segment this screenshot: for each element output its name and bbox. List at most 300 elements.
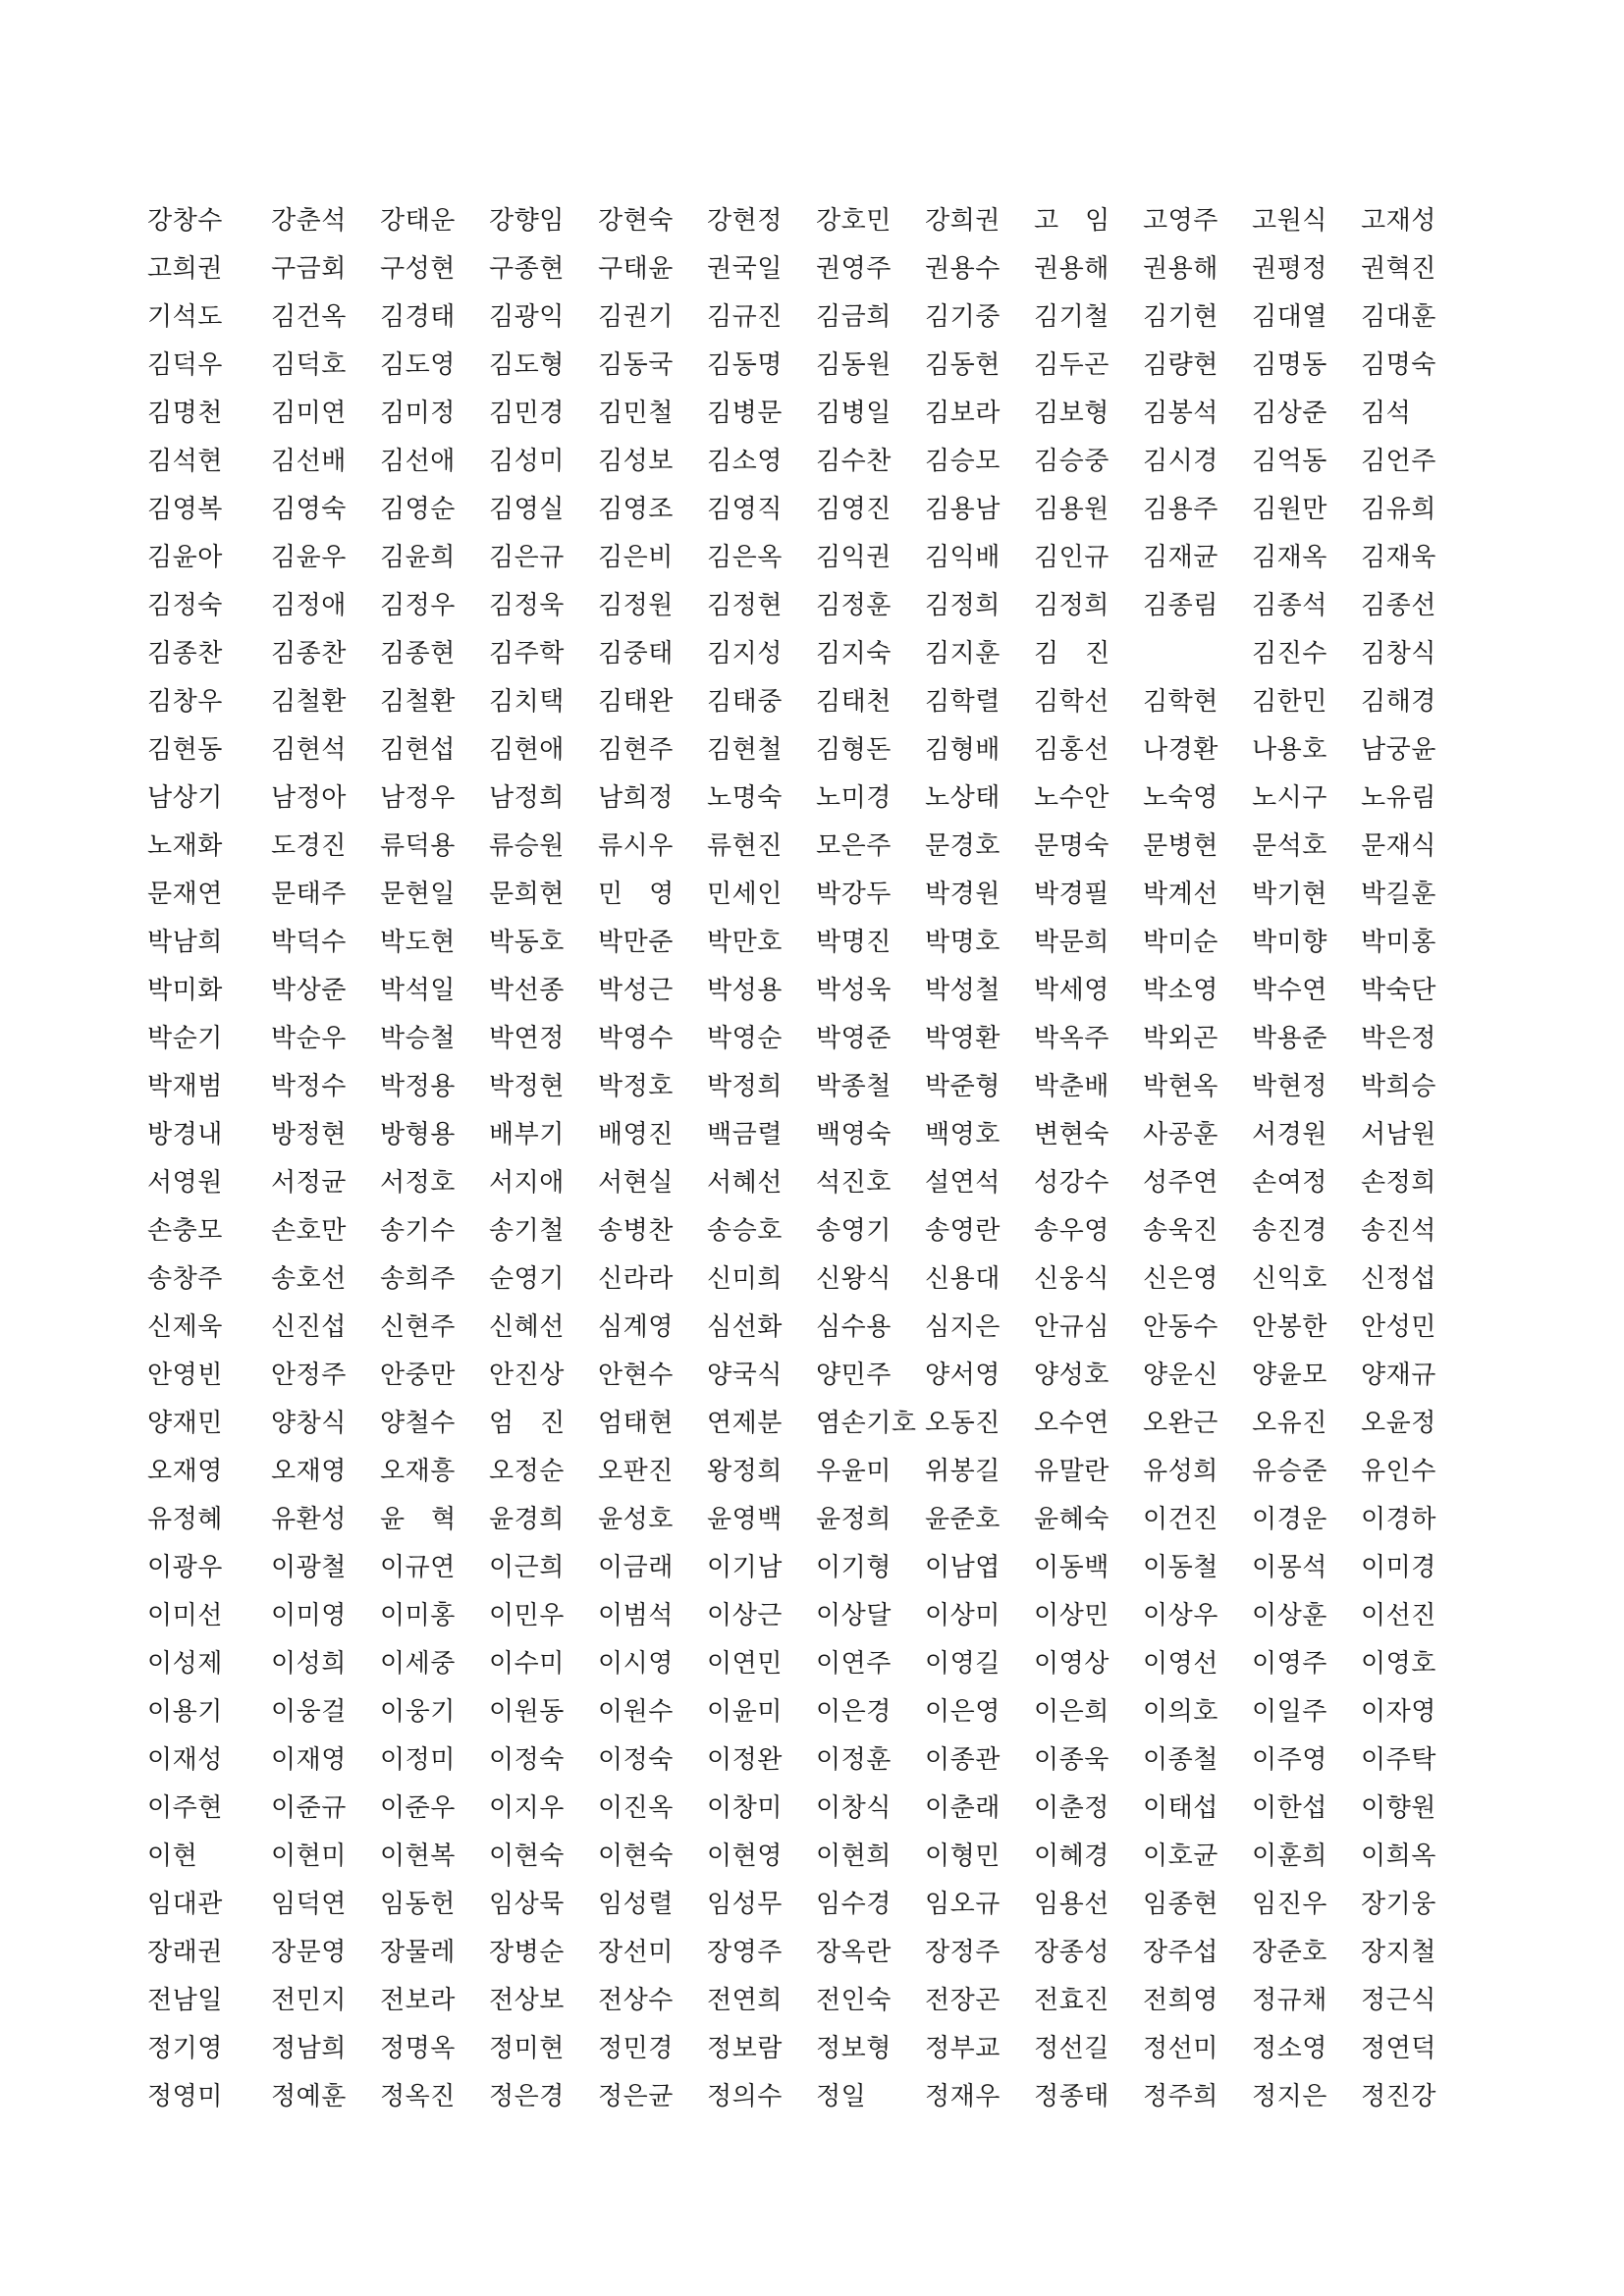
name-entry: 김치택 <box>489 687 565 717</box>
name-entry: 이광우 <box>147 1553 223 1582</box>
name-entry: 김영복 <box>147 495 223 524</box>
name-entry: 이미영 <box>271 1601 347 1630</box>
name-entry: 송영란 <box>925 1216 1001 1246</box>
name-entry: 서영원 <box>147 1168 223 1198</box>
name-entry: 김동국 <box>598 350 674 380</box>
name-entry: 정기영 <box>147 2034 223 2063</box>
name-entry: 권평정 <box>1252 254 1327 284</box>
name-entry: 오동진 <box>925 1409 1001 1438</box>
name-entry: 박세영 <box>1034 976 1110 1005</box>
name-entry: 장선미 <box>598 1938 674 1967</box>
name-entry: 김상준 <box>1252 399 1327 428</box>
name-entry: 김태천 <box>816 687 892 717</box>
name-entry: 나용호 <box>1252 735 1327 765</box>
name-entry: 정지은 <box>1252 2082 1327 2111</box>
name-entry: 구종현 <box>489 254 565 284</box>
name-entry: 안동수 <box>1143 1312 1218 1342</box>
name-entry: 정재우 <box>925 2082 1001 2111</box>
name-entry: 김유희 <box>1361 495 1436 524</box>
name-entry: 김익권 <box>816 543 892 572</box>
name-entry: 장래권 <box>147 1938 223 1967</box>
name-entry: 김덕우 <box>147 350 223 380</box>
name-entry: 김영순 <box>380 495 456 524</box>
name-entry: 전연희 <box>707 1986 783 2015</box>
name-entry: 노재화 <box>147 831 223 861</box>
name-entry: 안정주 <box>271 1361 347 1390</box>
name-entry: 이미홍 <box>380 1601 456 1630</box>
name-entry: 유환성 <box>271 1505 347 1534</box>
name-entry: 이창미 <box>707 1793 783 1823</box>
name-entry: 장주섭 <box>1143 1938 1218 1967</box>
name-entry: 우윤미 <box>816 1457 892 1486</box>
name-entry: 김시경 <box>1143 447 1218 476</box>
name-entry: 김은규 <box>489 543 565 572</box>
name-entry: 연제분 <box>707 1409 783 1438</box>
name-entry: 이현숙 <box>489 1842 565 1871</box>
name-entry: 임상묵 <box>489 1890 565 1919</box>
name-entry: 김도영 <box>380 350 456 380</box>
name-entry: 이원수 <box>598 1697 674 1727</box>
name-entry: 박정용 <box>380 1072 456 1101</box>
name-entry: 김대훈 <box>1361 302 1436 332</box>
name-entry: 심지은 <box>925 1312 1001 1342</box>
name-entry: 김동원 <box>816 350 892 380</box>
name-entry: 김영직 <box>707 495 783 524</box>
name-entry: 김익배 <box>925 543 1001 572</box>
name-entry: 이자영 <box>1361 1697 1436 1727</box>
name-entry: 임수경 <box>816 1890 892 1919</box>
name-entry: 노상태 <box>925 783 1001 813</box>
name-entry: 정옥진 <box>380 2082 456 2111</box>
name-entry: 이주현 <box>147 1793 223 1823</box>
name-entry: 심선화 <box>707 1312 783 1342</box>
name-entry: 고원식 <box>1252 206 1327 236</box>
name-entry: 김윤우 <box>271 543 347 572</box>
name-entry: 박경필 <box>1034 880 1110 909</box>
name-entry: 김해경 <box>1361 687 1436 717</box>
name-entry: 박길훈 <box>1361 880 1436 909</box>
name-entry: 이주영 <box>1252 1745 1327 1775</box>
name-entry: 김윤희 <box>380 543 456 572</box>
name-entry: 오윤정 <box>1361 1409 1436 1438</box>
name-entry: 왕정희 <box>707 1457 783 1486</box>
name-entry: 윤 혁 <box>380 1505 457 1534</box>
name-entry: 양철수 <box>380 1409 456 1438</box>
name-entry: 박연정 <box>489 1024 565 1053</box>
name-entry: 이현미 <box>271 1842 347 1871</box>
name-entry: 강호민 <box>816 206 892 236</box>
name-entry: 이일주 <box>1252 1697 1327 1727</box>
name-entry: 김건옥 <box>271 302 347 332</box>
name-entry: 윤정희 <box>816 1505 892 1534</box>
name-entry: 이정숙 <box>489 1745 565 1775</box>
name-entry: 윤성호 <box>598 1505 674 1534</box>
name-entry: 이상훈 <box>1252 1601 1327 1630</box>
name-entry: 송영기 <box>816 1216 892 1246</box>
name-entry: 박순우 <box>271 1024 347 1053</box>
name-entry: 박춘배 <box>1034 1072 1110 1101</box>
name-entry: 김봉석 <box>1143 399 1218 428</box>
name-entry: 김태완 <box>598 687 674 717</box>
name-entry: 김규진 <box>707 302 783 332</box>
name-entry: 이선진 <box>1361 1601 1436 1630</box>
name-entry: 김언주 <box>1361 447 1436 476</box>
name-entry: 박동호 <box>489 928 565 957</box>
name-entry: 박상준 <box>271 976 347 1005</box>
name-entry: 위봉길 <box>925 1457 1001 1486</box>
name-entry: 박수연 <box>1252 976 1327 1005</box>
name-entry: 정선미 <box>1143 2034 1218 2063</box>
name-entry: 이주탁 <box>1361 1745 1436 1775</box>
name-entry: 김경태 <box>380 302 456 332</box>
name-entry: 김정희 <box>1034 591 1110 620</box>
name-entry: 김영조 <box>598 495 674 524</box>
name-entry: 박영수 <box>598 1024 674 1053</box>
name-entry: 이현 <box>147 1842 198 1871</box>
name-entry: 박남희 <box>147 928 223 957</box>
name-entry: 김현철 <box>707 735 783 765</box>
name-entry: 윤경희 <box>489 1505 565 1534</box>
name-entry: 양재규 <box>1361 1361 1436 1390</box>
name-entry: 신왕식 <box>816 1264 892 1294</box>
name-entry: 박문희 <box>1034 928 1110 957</box>
name-entry: 박성용 <box>707 976 783 1005</box>
name-entry: 구금회 <box>271 254 347 284</box>
name-entry: 송승호 <box>707 1216 783 1246</box>
name-entry: 김용남 <box>925 495 1001 524</box>
name-entry: 정은균 <box>598 2082 674 2111</box>
name-entry: 노명숙 <box>707 783 783 813</box>
name-entry: 이상우 <box>1143 1601 1218 1630</box>
name-entry: 민 영 <box>598 880 675 909</box>
name-entry: 이의호 <box>1143 1697 1218 1727</box>
name-entry: 김지훈 <box>925 639 1001 668</box>
name-entry: 김종석 <box>1252 591 1327 620</box>
name-entry: 강춘석 <box>271 206 347 236</box>
name-entry: 이경하 <box>1361 1505 1436 1534</box>
name-entry: 박종철 <box>816 1072 892 1101</box>
name-entry: 안현수 <box>598 1361 674 1390</box>
name-entry: 변현숙 <box>1034 1120 1110 1149</box>
name-entry: 오재영 <box>271 1457 347 1486</box>
name-entry: 성주연 <box>1143 1168 1218 1198</box>
name-entry: 정소영 <box>1252 2034 1327 2063</box>
name-entry: 박영준 <box>816 1024 892 1053</box>
name-entry: 송호선 <box>271 1264 347 1294</box>
name-entry: 유정혜 <box>147 1505 223 1534</box>
name-entry: 이상달 <box>816 1601 892 1630</box>
name-entry: 엄태현 <box>598 1409 674 1438</box>
name-entry: 박강두 <box>816 880 892 909</box>
name-entry: 서현실 <box>598 1168 674 1198</box>
name-entry: 김승중 <box>1034 447 1110 476</box>
name-entry: 박미순 <box>1143 928 1218 957</box>
name-entry: 박경원 <box>925 880 1001 909</box>
name-entry: 박기현 <box>1252 880 1327 909</box>
name-entry: 방경내 <box>147 1120 223 1149</box>
name-entry: 김덕호 <box>271 350 347 380</box>
name-entry: 안중만 <box>380 1361 456 1390</box>
name-entry: 김민경 <box>489 399 565 428</box>
name-entry: 손호만 <box>271 1216 347 1246</box>
name-entry: 임용선 <box>1034 1890 1110 1919</box>
name-entry: 서경원 <box>1252 1120 1327 1149</box>
name-entry: 설연석 <box>925 1168 1001 1198</box>
name-entry: 송진석 <box>1361 1216 1436 1246</box>
name-entry: 이은희 <box>1034 1697 1110 1727</box>
name-entry: 강창수 <box>147 206 223 236</box>
name-entry: 정은경 <box>489 2082 565 2111</box>
name-entry: 이현희 <box>816 1842 892 1871</box>
name-entry: 김정애 <box>271 591 347 620</box>
name-entry: 노숙영 <box>1143 783 1218 813</box>
name-entry: 김수찬 <box>816 447 892 476</box>
name-entry: 김종현 <box>380 639 456 668</box>
name-entry <box>1143 636 1252 684</box>
name-entry: 이종욱 <box>1034 1745 1110 1775</box>
name-entry: 박성철 <box>925 976 1001 1005</box>
name-entry: 류현진 <box>707 831 783 861</box>
name-entry: 신용대 <box>925 1264 1001 1294</box>
name-entry: 정연덕 <box>1361 2034 1436 2063</box>
name-entry: 이기형 <box>816 1553 892 1582</box>
name-entry: 김정욱 <box>489 591 565 620</box>
name-entry: 이윤미 <box>707 1697 783 1727</box>
name-entry: 신정섭 <box>1361 1264 1436 1294</box>
name-entry: 이영주 <box>1252 1649 1327 1679</box>
name-entry: 오정순 <box>489 1457 565 1486</box>
name-entry: 장지철 <box>1361 1938 1436 1967</box>
name-entry: 이현복 <box>380 1842 456 1871</box>
name-entry: 김명천 <box>147 399 223 428</box>
name-entry: 노미경 <box>816 783 892 813</box>
name-entry: 서정호 <box>380 1168 456 1198</box>
name-entry: 이상민 <box>1034 1601 1110 1630</box>
name-entry: 이재영 <box>271 1745 347 1775</box>
name-entry: 이규연 <box>380 1553 456 1582</box>
name-entry: 박숙단 <box>1361 976 1436 1005</box>
name-entry: 남정희 <box>489 783 565 813</box>
name-entry: 박희승 <box>1361 1072 1436 1101</box>
name-entry: 이현숙 <box>598 1842 674 1871</box>
name-entry: 김진수 <box>1252 639 1327 668</box>
name-entry: 양운신 <box>1143 1361 1218 1390</box>
name-entry: 류덕용 <box>380 831 456 861</box>
name-entry: 김종찬 <box>271 639 347 668</box>
name-entry: 구성현 <box>380 254 456 284</box>
name-entry: 박영환 <box>925 1024 1001 1053</box>
name-entry: 임성무 <box>707 1890 783 1919</box>
name-entry: 정근식 <box>1361 1986 1436 2015</box>
name-entry: 이동백 <box>1034 1553 1110 1582</box>
name-entry: 이훈희 <box>1252 1842 1327 1871</box>
name-entry: 이근희 <box>489 1553 565 1582</box>
name-entry: 문희현 <box>489 880 565 909</box>
name-entry: 이영상 <box>1034 1649 1110 1679</box>
name-entry: 손여정 <box>1252 1168 1327 1198</box>
name-entry: 양성호 <box>1034 1361 1110 1390</box>
name-entry: 민세인 <box>707 880 783 909</box>
name-entry: 고재성 <box>1361 206 1436 236</box>
name-entry: 심계영 <box>598 1312 674 1342</box>
name-entry: 송기수 <box>380 1216 456 1246</box>
name-entry: 석진호 <box>816 1168 892 1198</box>
name-entry: 김미정 <box>380 399 456 428</box>
name-entry: 이기남 <box>707 1553 783 1582</box>
name-entry: 김동명 <box>707 350 783 380</box>
name-entry: 김학렬 <box>925 687 1001 717</box>
name-entry: 오유진 <box>1252 1409 1327 1438</box>
name-entry: 박용준 <box>1252 1024 1327 1053</box>
name-entry: 이태섭 <box>1143 1793 1218 1823</box>
name-entry: 신웅식 <box>1034 1264 1110 1294</box>
name-entry: 김기철 <box>1034 302 1110 332</box>
name-entry: 김두곤 <box>1034 350 1110 380</box>
name-entry: 김기중 <box>925 302 1001 332</box>
name-entry: 김현애 <box>489 735 565 765</box>
name-entry: 강희권 <box>925 206 1001 236</box>
name-entry: 박계선 <box>1143 880 1218 909</box>
name-entry: 김정현 <box>707 591 783 620</box>
name-entry: 임종현 <box>1143 1890 1218 1919</box>
name-entry: 박석일 <box>380 976 456 1005</box>
name-entry: 김 진 <box>1034 639 1110 668</box>
name-entry: 신제욱 <box>147 1312 223 1342</box>
name-entry: 심수용 <box>816 1312 892 1342</box>
name-entry: 이진옥 <box>598 1793 674 1823</box>
name-entry: 강현숙 <box>598 206 674 236</box>
name-entry: 김금희 <box>816 302 892 332</box>
name-entry: 김정원 <box>598 591 674 620</box>
name-entry: 김현주 <box>598 735 674 765</box>
name-entry: 김병문 <box>707 399 783 428</box>
name-entry: 정예훈 <box>271 2082 347 2111</box>
name-entry: 염손기호 <box>816 1409 917 1438</box>
name-entry: 문현일 <box>380 880 456 909</box>
name-entry: 임오규 <box>925 1890 1001 1919</box>
name-entry: 신익호 <box>1252 1264 1327 1294</box>
name-entry: 이민우 <box>489 1601 565 1630</box>
name-entry: 이금래 <box>598 1553 674 1582</box>
name-entry: 김학선 <box>1034 687 1110 717</box>
name-entry: 박정호 <box>598 1072 674 1101</box>
name-entry: 이영호 <box>1361 1649 1436 1679</box>
name-entry: 김명동 <box>1252 350 1327 380</box>
name-entry: 김병일 <box>816 399 892 428</box>
name-entry: 신진섭 <box>271 1312 347 1342</box>
name-entry: 김대열 <box>1252 302 1327 332</box>
name-entry: 이정완 <box>707 1745 783 1775</box>
name-entry: 송기철 <box>489 1216 565 1246</box>
name-entry: 유승준 <box>1252 1457 1327 1486</box>
name-entry: 정민경 <box>598 2034 674 2063</box>
name-entry: 김태중 <box>707 687 783 717</box>
name-entry: 김주학 <box>489 639 565 668</box>
name-entry: 박은정 <box>1361 1024 1436 1053</box>
name-entry: 전장곤 <box>925 1986 1001 2015</box>
name-entry: 남궁윤 <box>1361 735 1436 765</box>
name-entry: 오수연 <box>1034 1409 1110 1438</box>
name-entry: 이향원 <box>1361 1793 1436 1823</box>
name-entry: 이연주 <box>816 1649 892 1679</box>
name-entry: 김현동 <box>147 735 223 765</box>
name-entry: 순영기 <box>489 1264 565 1294</box>
name-entry: 정보람 <box>707 2034 783 2063</box>
name-entry: 송우영 <box>1034 1216 1110 1246</box>
name-entry: 손정희 <box>1361 1168 1436 1198</box>
name-entry: 정부교 <box>925 2034 1001 2063</box>
name-entry: 송병찬 <box>598 1216 674 1246</box>
name-entry: 이웅걸 <box>271 1697 347 1727</box>
name-entry: 양윤모 <box>1252 1361 1327 1390</box>
name-entry: 권국일 <box>707 254 783 284</box>
name-entry: 기석도 <box>147 302 223 332</box>
name-entry: 김재욱 <box>1361 543 1436 572</box>
name-entry: 김영진 <box>816 495 892 524</box>
name-entry: 김정숙 <box>147 591 223 620</box>
name-entry: 장물레 <box>380 1938 456 1967</box>
name-entry: 이한섭 <box>1252 1793 1327 1823</box>
name-entry: 김소영 <box>707 447 783 476</box>
name-entry: 노시구 <box>1252 783 1327 813</box>
name-entry: 전보라 <box>380 1986 456 2015</box>
name-entry: 문경호 <box>925 831 1001 861</box>
name-entry: 이준우 <box>380 1793 456 1823</box>
name-entry: 김권기 <box>598 302 674 332</box>
name-entry: 정영미 <box>147 2082 223 2111</box>
name-entry: 박소영 <box>1143 976 1218 1005</box>
name-entry: 이동철 <box>1143 1553 1218 1582</box>
name-entry: 정주희 <box>1143 2082 1218 2111</box>
name-entry: 이영길 <box>925 1649 1001 1679</box>
name-entry: 정규채 <box>1252 1986 1327 2015</box>
name-entry: 방정현 <box>271 1120 347 1149</box>
name-entry: 박만준 <box>598 928 674 957</box>
name-entry: 박명진 <box>816 928 892 957</box>
name-entry: 김원만 <box>1252 495 1327 524</box>
name-entry: 전남일 <box>147 1986 223 2015</box>
name-entry: 김창우 <box>147 687 223 717</box>
name-entry: 김승모 <box>925 447 1001 476</box>
name-entry: 이창식 <box>816 1793 892 1823</box>
name-entry: 정명옥 <box>380 2034 456 2063</box>
name-entry: 권용해 <box>1034 254 1110 284</box>
name-entry: 김석 <box>1361 399 1412 428</box>
name-entry: 이미경 <box>1361 1553 1436 1582</box>
name-entry: 사공훈 <box>1143 1120 1218 1149</box>
name-entry: 이원동 <box>489 1697 565 1727</box>
name-entry: 류승원 <box>489 831 565 861</box>
name-entry: 양서영 <box>925 1361 1001 1390</box>
name-entry: 이용기 <box>147 1697 223 1727</box>
name-entry: 이세중 <box>380 1649 456 1679</box>
name-entry: 김재옥 <box>1252 543 1327 572</box>
name-entry: 장병순 <box>489 1938 565 1967</box>
name-entry: 박현옥 <box>1143 1072 1218 1101</box>
name-entry: 이은경 <box>816 1697 892 1727</box>
name-entry: 문재식 <box>1361 831 1436 861</box>
name-entry: 전희영 <box>1143 1986 1218 2015</box>
name-entry: 유말란 <box>1034 1457 1110 1486</box>
name-entry: 안봉한 <box>1252 1312 1327 1342</box>
name-entry: 성강수 <box>1034 1168 1110 1198</box>
name-entry: 박성근 <box>598 976 674 1005</box>
name-entry: 박정현 <box>489 1072 565 1101</box>
name-entry: 안진상 <box>489 1361 565 1390</box>
name-entry: 방형용 <box>380 1120 456 1149</box>
name-entry: 이정숙 <box>598 1745 674 1775</box>
name-entry: 엄 진 <box>489 1409 566 1438</box>
